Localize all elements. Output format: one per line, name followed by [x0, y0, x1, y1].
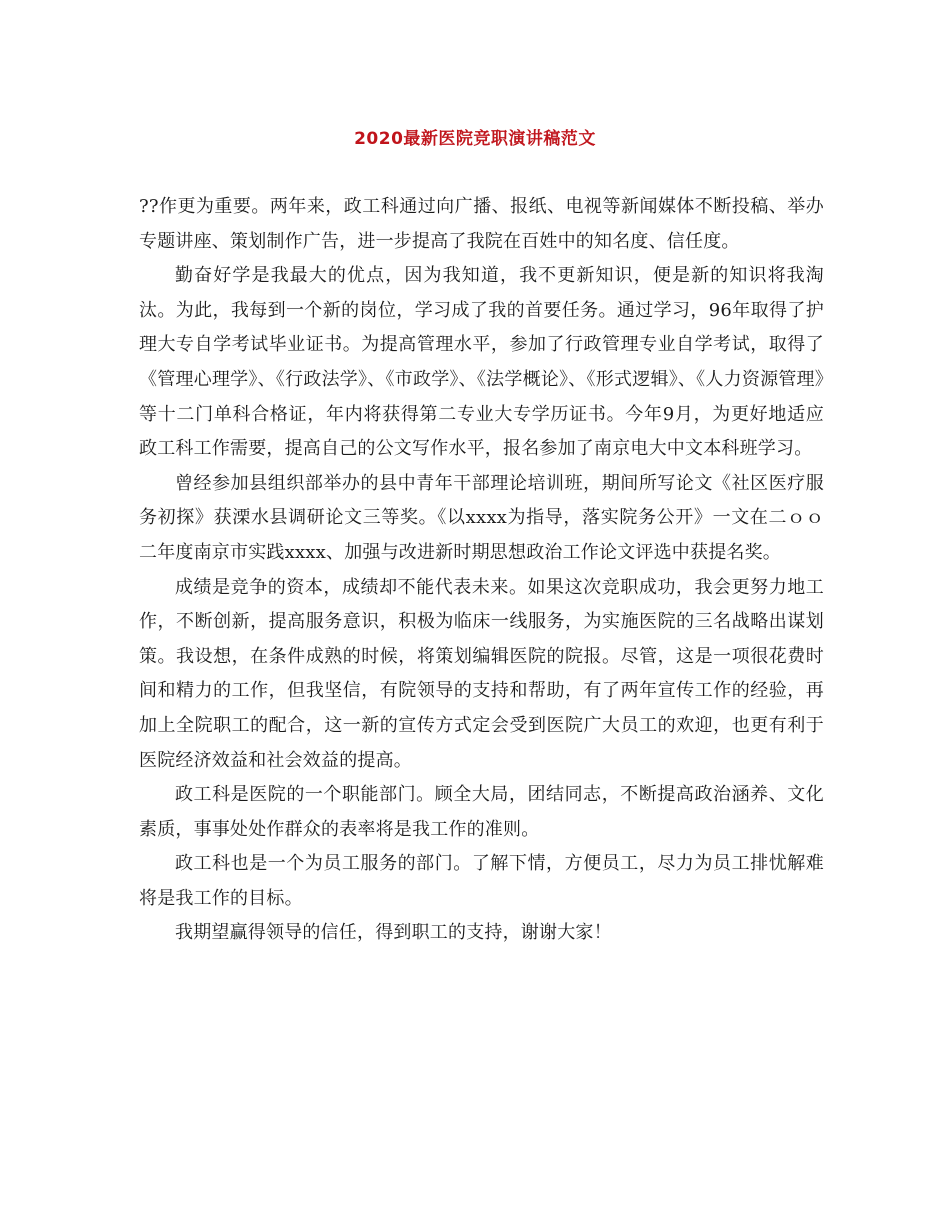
document-body	[139, 190, 824, 951]
paragraph: 我期望赢得领导的信任，得到职工的支持，谢谢大家！	[175, 922, 612, 944]
paragraph: 勤奋好学是我最大的优点，因为我知道，我不更新知识，便是新的知识将我淘汰。为此，我每到一个新的岗位，学习成了我的首要任务。通过学习，96年取得了护理大专自学考试毕业证书。为提高管理水平，参加了行政管理专业自学考试，取得了《管理心理学》、《行政法学》、《市政学》、《法学概论》、《形式逻辑》、《人力资源管理》等十二门单科合格证，年内将获得第二专业大专学历证书。今年9月，为更好地适应政工科工作需要，提高自己的公文写作水平，报名参加了南京电大中文本科班学习。	[139, 265, 824, 460]
paragraph: ??作更为重要。两年来，政工科通过向广播、报纸、电视等新闻媒体不断投稿、举办专题讲座、策划制作广告，进一步提高了我院在百姓中的知名度、信任度。	[139, 196, 824, 252]
paragraph: 政工科也是一个为员工服务的部门。了解下情，方便员工，尽力为员工排忧解难将是我工作的目标。	[139, 853, 824, 909]
paragraph: 成绩是竞争的资本，成绩却不能代表未来。如果这次竞职成功，我会更努力地工作，不断创新，提高服务意识，积极为临床一线服务，为实施医院的三名战略出谋划策。我设想，在条件成熟的时候，将策划编辑医院的院报。尽管，这是一项很花费时间和精力的工作，但我坚信，有院领导的支持和帮助，有了两年宣传工作的经验，再加上全院职工的配合，这一新的宣传方式定会受到医院广大员工的欢迎，也更有利于医院经济效益和社会效益的提高。	[139, 576, 824, 771]
document-title: 2020最新医院竞职演讲稿范文	[354, 129, 596, 149]
paragraph: 曾经参加县组织部举办的县中青年干部理论培训班，期间所写论文《社区医疗服务初探》获溧水县调研论文三等奖。《以xxxx为指导，落实院务公开》一文在二ｏｏ二年度南京市实践xxxx、加强与改进新时期思想政治工作论文评选中获提名奖。	[139, 472, 824, 563]
paragraph: 政工科是医院的一个职能部门。顾全大局，团结同志，不断提高政治涵养、文化素质，事事处处作群众的表率将是我工作的准则。	[139, 784, 824, 840]
